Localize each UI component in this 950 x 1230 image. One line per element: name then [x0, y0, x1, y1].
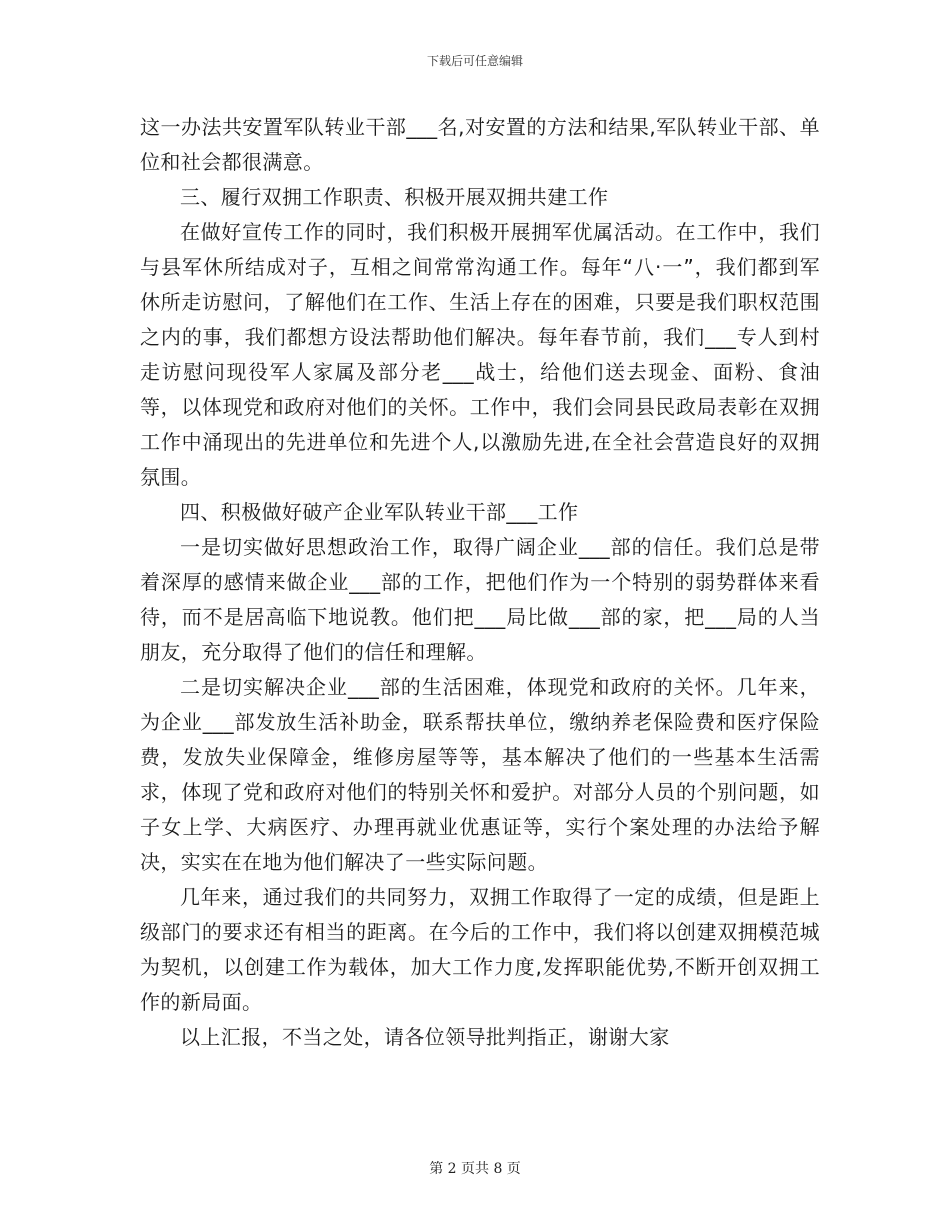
section-heading-4: 四、积极做好破产企业军队转业干部___工作 — [180, 500, 579, 524]
document-body — [140, 110, 820, 1055]
paragraph-5: 一是切实做好思想政治工作，取得广阔企业___部的信任。我们总是带着深厚的感情来做企业___部的工作，把他们作为一个特别的弱势群体来看待，而不是居高临下地说教。他们把___局比做___部的家，把___局的人当朋友，充分取得了他们的信任和理解。 — [140, 535, 820, 664]
paragraph-7: 几年来，通过我们的共同努力，双拥工作取得了一定的成绩，但是距上级部门的要求还有相当的距离。在今后的工作中，我们将以创建双拥模范城为契机，以创建工作为载体，加大工作力度,发挥职能优势,不断开创双拥工作的新局面。 — [140, 885, 820, 1014]
section-heading-3: 三、履行双拥工作职责、积极开展双拥共建工作 — [180, 185, 609, 209]
paragraph-3: 在做好宣传工作的同时，我们积极开展拥军优属活动。在工作中，我们与县军休所结成对子，互相之间常常沟通工作。每年“八·一”，我们都到军休所走访慰问，了解他们在工作、生活上存在的困难，只要是我们职权范围之内的事，我们都想方设法帮助他们解决。每年春节前，我们___专人到村走访慰问现役军人家属及部分老___战士，给他们送去现金、面粉、食油等，以体现党和政府对他们的关怀。工作中，我们会同县民政局表彰在双拥工作中涌现出的先进单位和先进个人,以激励先进,在全社会营造良好的双拥氛围。 — [140, 220, 820, 489]
paragraph-1: 这一办法共安置军队转业干部___名,对安置的方法和结果,军队转业干部、单位和社会都很满意。 — [140, 115, 820, 174]
page-header: 下载后可任意编辑 — [426, 54, 523, 68]
paragraph-6: 二是切实解决企业___部的生活困难，体现党和政府的关怀。几年来，为企业___部发放生活补助金，联系帮扶单位，缴纳养老保险费和医疗保险费，发放失业保障金，维修房屋等等，基本解决了他们的一些基本生活需求，体现了党和政府对他们的特别关怀和爱护。对部分人员的个别问题，如子女上学、大病医疗、办理再就业优惠证等，实行个案处理的办法给予解决，实实在在地为他们解决了一些实际问题。 — [140, 675, 820, 874]
page-number: 第 2 页共 8 页 — [429, 1161, 521, 1177]
closing-paragraph: 以上汇报，不当之处，请各位领导批判指正，谢谢大家 — [180, 1025, 670, 1049]
